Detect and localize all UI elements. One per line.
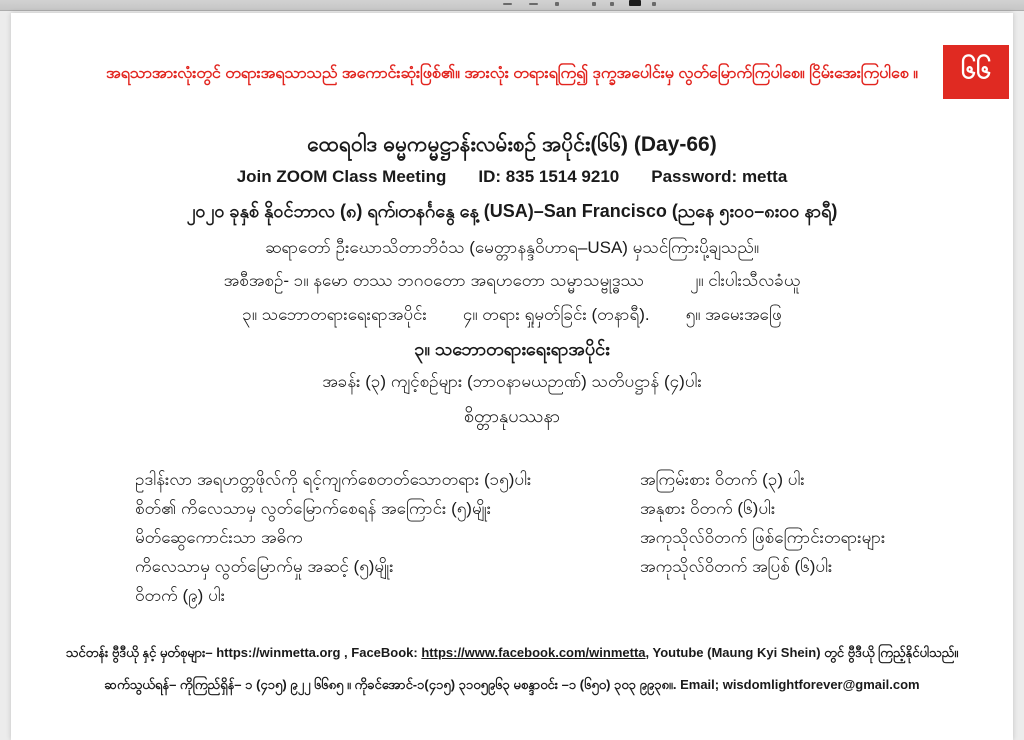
toolbar-icon-remnant[interactable] (503, 3, 512, 5)
topic-item: ဥဒါန်းလာ အရဟတ္တဖိုလ်ကို ရင့်ကျက်စေတတ်သောတရား (၁၅)ပါး (135, 470, 532, 489)
footer-links-line (11, 644, 1013, 661)
topic-item: စိတ်၏ ကိလေသာမှ လွတ်မြောက်စေရန် အကြောင်း (၅)မျိုး (135, 499, 492, 518)
document-page (11, 13, 1013, 740)
topic-item: အနုစား ဝိတက် (၆)ပါး (640, 499, 776, 518)
program-line-2 (11, 304, 1013, 329)
program-item-5: ၅။ အမေးအဖြေ (685, 305, 782, 324)
section-heading: ၃။ သဘောတရားရေးရာအပိုင်း (414, 339, 610, 359)
topic-item: ကိလေသာမှ လွတ်မြောက်မှု အဆင့် (၅)မျိုး (135, 557, 394, 576)
footer-links-prefix: သင်တန်း ဗွီဒီယို နှင့် မှတ်စုများ– https://winmetta.org , FaceBook: (65, 645, 422, 660)
toolbar-icon-remnant[interactable] (592, 2, 596, 6)
toolbar-icon-remnant[interactable] (652, 2, 656, 6)
topic-item: အကုသိုလ်ဝိတက် ဖြစ်ကြောင်းတရားများ (640, 528, 886, 547)
chapter-line: အခန်း (၃) ကျင့်စဉ်များ (ဘာဝနာမယဉာဏ်) သတိပဋ္ဌာန် (၄)ပါး (322, 372, 702, 391)
blessing-banner-text: အရသာအားလုံးတွင် တရားအရသာသည် အကောင်းဆုံးဖြစ်၏။ အားလုံး တရားရကြ၍ ဒုက္ခအပေါင်းမှ လွတ်မြောက်ကြပါစေ။ ငြိမ်းအေးကြပါစေ ။ (106, 65, 918, 82)
facebook-link[interactable]: https://www.facebook.com/winmetta (421, 645, 646, 660)
program-item-3: ၃။ သဘောတရားရေးရာအပိုင်း (242, 305, 427, 324)
topic-item: မိတ်ဆွေကောင်းသာ အဓိက (135, 528, 303, 547)
topic-list-left (135, 465, 531, 610)
zoom-meeting-line (11, 167, 1013, 187)
zoom-meeting-id: ID: 835 1514 9210 (478, 167, 620, 186)
toolbar-icon-remnant[interactable] (629, 0, 641, 6)
toolbar-icon-remnant[interactable] (555, 2, 559, 6)
toolbar-icon-remnant[interactable] (610, 2, 614, 6)
section-subtitle: စိတ္တာနုပဿနာ (463, 406, 561, 426)
footer-contact-line: ဆက်သွယ်ရန်– ကိုကြည်ရှိန်– ၁ (၄၁၅) ၉၂၂ ၆၆၈၅ ။ ကိုခင်အောင်-၁(၄၁၅) ၃၁၀၅၉၆၃ မစန္ဒာဝင်း –၁ (၆၅၀) ၃၀၃ ၉၉၃၈။. Email; wisdomlightforever@gmail.com (104, 677, 920, 692)
zoom-password: Password: metta (651, 167, 788, 186)
program-line-1 (11, 270, 1013, 295)
topic-item: အကုသိုလ်ဝိတက် အပြစ် (၆)ပါး (640, 557, 833, 576)
day-number-badge (943, 45, 1009, 99)
topic-item: အကြမ်းစား ဝိတက် (၃) ပါး (640, 470, 805, 489)
course-title: ထေရဝါဒ ဓမ္မကမ္မဋ္ဌာန်းလမ်းစဉ် အပိုင်း(၆၆) (Day-66) (307, 133, 717, 156)
footer-links-suffix: , Youtube (Maung Kyi Shein) တွင် ဗွီဒီယို ကြည့်နိုင်ပါသည်။ (645, 645, 959, 660)
zoom-join-label: Join ZOOM Class Meeting (236, 167, 447, 186)
program-item-1: အစီအစဉ်- ၁။ နမော တဿ ဘဂဝတော အရဟတော သမ္မာသမ္ဗုဒ္ဓဿ (223, 271, 645, 290)
toolbar-strip (0, 0, 1024, 11)
toolbar-icon-remnant[interactable] (529, 3, 538, 5)
session-date-line: ၂၀၂၀ ခုနှစ် နိုဝင်ဘာလ (၈) ရက်၊တနင်္ဂနွေ နေ့ (USA)–San Francisco (ညနေ ၅း၀၀–၈း၀၀ နာရီ) (186, 201, 838, 221)
program-item-4: ၄။ တရား ရှုမှတ်ခြင်း (တနာရီ). (462, 305, 650, 324)
topic-list-right (640, 465, 885, 581)
topic-item: ဝိတက် (၉) ပါး (135, 586, 226, 605)
teacher-line: ဆရာတော် ဦးဃောသိတာဘိဝံသ (မေတ္တာနန္ဒဝိဟာရ–USA) မှသင်ကြားပို့ချသည်။ (264, 238, 760, 257)
program-item-2: ၂။ ငါးပါးသီလခံယူ (690, 271, 801, 290)
day-number-badge-label: ၆၆ (960, 54, 992, 84)
